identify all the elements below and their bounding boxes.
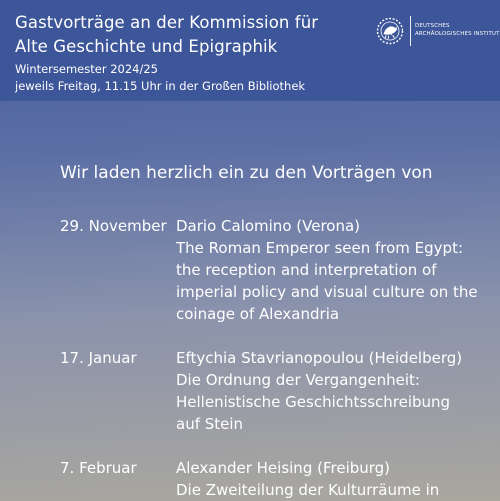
talk-title-line: Hellenistische Geschichtsschreibung [176,393,451,411]
talk-title-line: coinage of Alexandria [176,305,340,323]
talk-title-line: The Roman Emperor seen from Egypt: [176,239,464,257]
talk-title-line: Die Zweiteilung der Kulturräume in [176,481,440,499]
header-band [0,0,500,101]
logo-divider [410,16,411,46]
invitation-text: Wir laden herzlich ein zu den Vorträgen von [60,163,433,183]
poster-title-line-1: Gastvorträge an der Kommission für [15,13,319,32]
talk-speaker: Dario Calomino (Verona) [176,217,361,235]
talk-details [176,215,500,325]
schedule-label: jeweils Freitag, 11.15 Uhr in der Großen Bibliothek [15,79,306,93]
talk-date: 29. November [60,217,167,235]
talk-speaker: Eftychia Stavrianopoulou (Heidelberg) [176,349,463,367]
dai-logo [374,15,500,47]
talk-title-line: Die Ordnung der Vergangenheit: [176,371,420,389]
semester-label: Wintersemester 2024/25 [15,62,158,76]
logo-text-line-2: ARCHÄOLOGISCHES INSTITUT [415,31,500,37]
logo-text-line-1: DEUTSCHES [415,23,450,29]
poster-title-line-2: Alte Geschichte und Epigraphik [15,37,278,56]
talk-speaker: Alexander Heising (Freiburg) [176,459,391,477]
talk-date: 17. Januar [60,349,137,367]
talk-title-line: imperial policy and visual culture on the [176,283,478,301]
dai-emblem-icon [374,15,406,47]
talk-title-line: the reception and interpretation of [176,261,437,279]
talk-details [176,457,500,501]
talk-details [176,347,500,435]
talk-date: 7. Februar [60,459,137,477]
talk-title-line: auf Stein [176,415,244,433]
